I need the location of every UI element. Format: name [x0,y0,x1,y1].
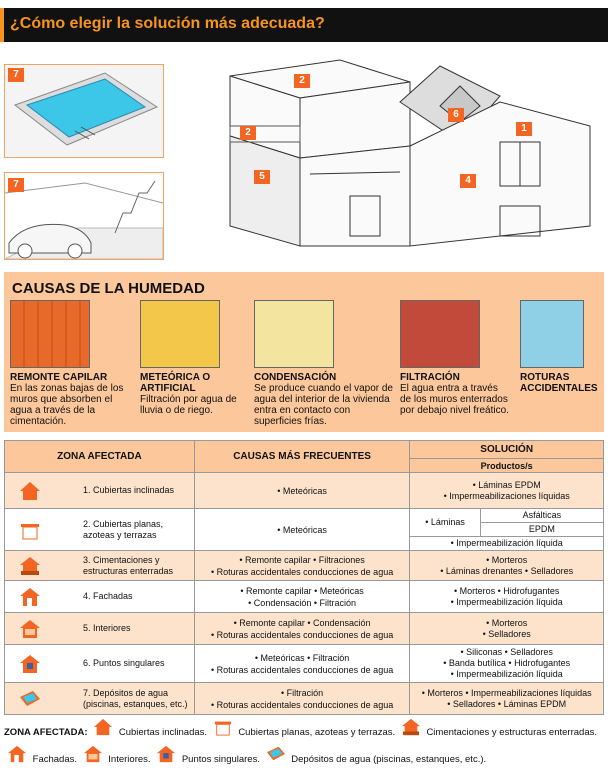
facade-icon [7,745,27,763]
capillary-illustration [10,300,90,368]
singular-points-icon [19,654,41,674]
col-header-causas: CAUSAS MÁS FRECUENTES [194,441,410,473]
cause-desc: Se produce cuando el vapor de agua del interior de la vivienda entra en contacto con superficies frías. [254,383,393,427]
legend-item: Depósitos de agua (piscinas, estanques, etc.). [291,754,487,766]
cause-meteoric [140,300,248,416]
legend-item: Fachadas. [32,754,78,766]
pool-icon [266,745,286,763]
causes-value: • Remonte capilar • Meteóricas • Condensación • Filtración [194,581,410,613]
causes-value: • Filtración • Roturas accidentales conducciones de agua [194,683,410,715]
pool-illustration [4,64,164,158]
cause-condensation [254,300,396,427]
table-row [5,683,604,715]
page-title: ¿Cómo elegir la solución más adecuada? [10,15,325,32]
zone-label: 1. Cubiertas inclinadas [83,485,175,495]
solution-value: • Morteros • Hidrofugantes • Impermeabilización líquida [410,581,604,613]
breakage-illustration [520,300,584,368]
zone-label: 7. Depósitos de agua (piscinas, estanques, etc.) [83,687,188,709]
zone-label: 5. Interiores [83,623,131,633]
solution-value: • Morteros • Láminas drenantes • Selladores [410,551,604,581]
badge-singular: 6 [448,108,464,122]
zone-label: 2. Cubiertas planas, azoteas y terrazas [83,518,164,540]
foundation-icon [401,718,421,736]
solution-laminas: • Láminas [410,509,480,537]
cause-desc: En las zonas bajas de los muros que absorben el agua a través de la cimentación. [10,383,124,427]
cause-name: CONDENSACIÓN [254,372,337,383]
zone-label: 6. Puntos singulares [83,658,165,668]
causes-panel [4,272,604,432]
cause-filtration [400,300,510,416]
table-row [5,581,604,613]
foundation-icon [19,556,41,576]
col-header-solucion: SOLUCIÓN [410,441,604,459]
table-row [5,509,604,551]
badge-interior: 5 [254,170,270,184]
causes-value: • Meteóricas [194,509,410,551]
cause-breakage [520,300,600,394]
col-header-productos: Productos/s [410,459,604,473]
badge-pool: 7 [8,68,24,82]
table-row [5,473,604,509]
solution-value: • Láminas EPDM • Impermeabilizaciones líquidas [410,473,604,509]
legend-item: Cimentaciones y estructuras enterradas. [426,727,597,739]
interior-icon [83,745,103,763]
flat-roof-icon [213,718,233,736]
solution-epdm: EPDM [480,523,603,537]
legend-item: Cubiertas inclinadas. [118,727,208,739]
causes-value: • Remonte capilar • Filtraciones • Roturas accidentales conducciones de agua [194,551,410,581]
house-illustration [170,46,600,256]
cause-desc: Filtración por agua de lluvia o de riego. [140,394,237,416]
solution-value: • Siliconas • Selladores • Banda butílica • Hidrofugantes • Impermeabilización líquida [410,645,604,683]
causes-value: • Meteóricas [194,473,410,509]
solution-liquida: • Impermeabilización líquida [410,537,603,551]
causes-title: CAUSAS DE LA HUMEDAD [12,280,205,297]
pool-icon [19,689,41,709]
filtration-illustration [400,300,480,368]
badge-garage: 7 [8,178,24,192]
zone-label: 3. Cimentaciones y estructuras enterradas [83,554,174,576]
causes-value: • Meteóricas • Filtración • Roturas accidentales conducciones de agua [194,645,410,683]
cause-name: ROTURAS ACCIDENTALES [520,372,598,394]
cause-name: METEÓRICA O ARTIFICIAL [140,372,211,394]
zone-label: 4. Fachadas [83,591,133,601]
header-bar [0,8,608,42]
legend-label: ZONA AFECTADA: [4,727,88,739]
badge-balcony: 2 [240,126,256,140]
legend-item: Interiores. [108,754,151,766]
table-row [5,613,604,645]
legend-item: Cubiertas planas, azoteas y terrazas. [238,727,396,739]
solutions-table [4,440,604,715]
garage-illustration [4,172,164,260]
badge-facade: 4 [460,174,476,188]
header-accent [0,8,4,42]
interior-icon [19,619,41,639]
causes-value: • Remonte capilar • Condensación • Roturas accidentales conducciones de agua [194,613,410,645]
cause-capillary [10,300,130,427]
meteoric-illustration [140,300,220,368]
col-header-zona: ZONA AFECTADA [5,441,195,473]
solution-value: • Morteros • Selladores [410,613,604,645]
pitched-roof-icon [19,481,41,501]
cause-desc: El agua entra a través de los muros enterrados por debajo nivel freático. [400,383,509,416]
legend-item: Puntos singulares. [181,754,260,766]
facade-icon [19,587,41,607]
solution-value: • Morteros • Impermeabilizaciones líquidas • Selladores • Láminas EPDM [410,683,604,715]
flat-roof-icon [19,520,41,540]
badge-roof-terrace: 2 [294,74,310,88]
cause-name: FILTRACIÓN [400,372,460,383]
singular-points-icon [156,745,176,763]
solution-asfalticas: Asfálticas [480,509,603,523]
pitched-roof-icon [93,718,113,736]
table-row [5,551,604,581]
table-row [5,645,604,683]
cause-name: REMONTE CAPILAR [10,372,108,383]
condensation-illustration [254,300,334,368]
badge-pitched-roof: 1 [516,122,532,136]
legend [4,718,604,772]
